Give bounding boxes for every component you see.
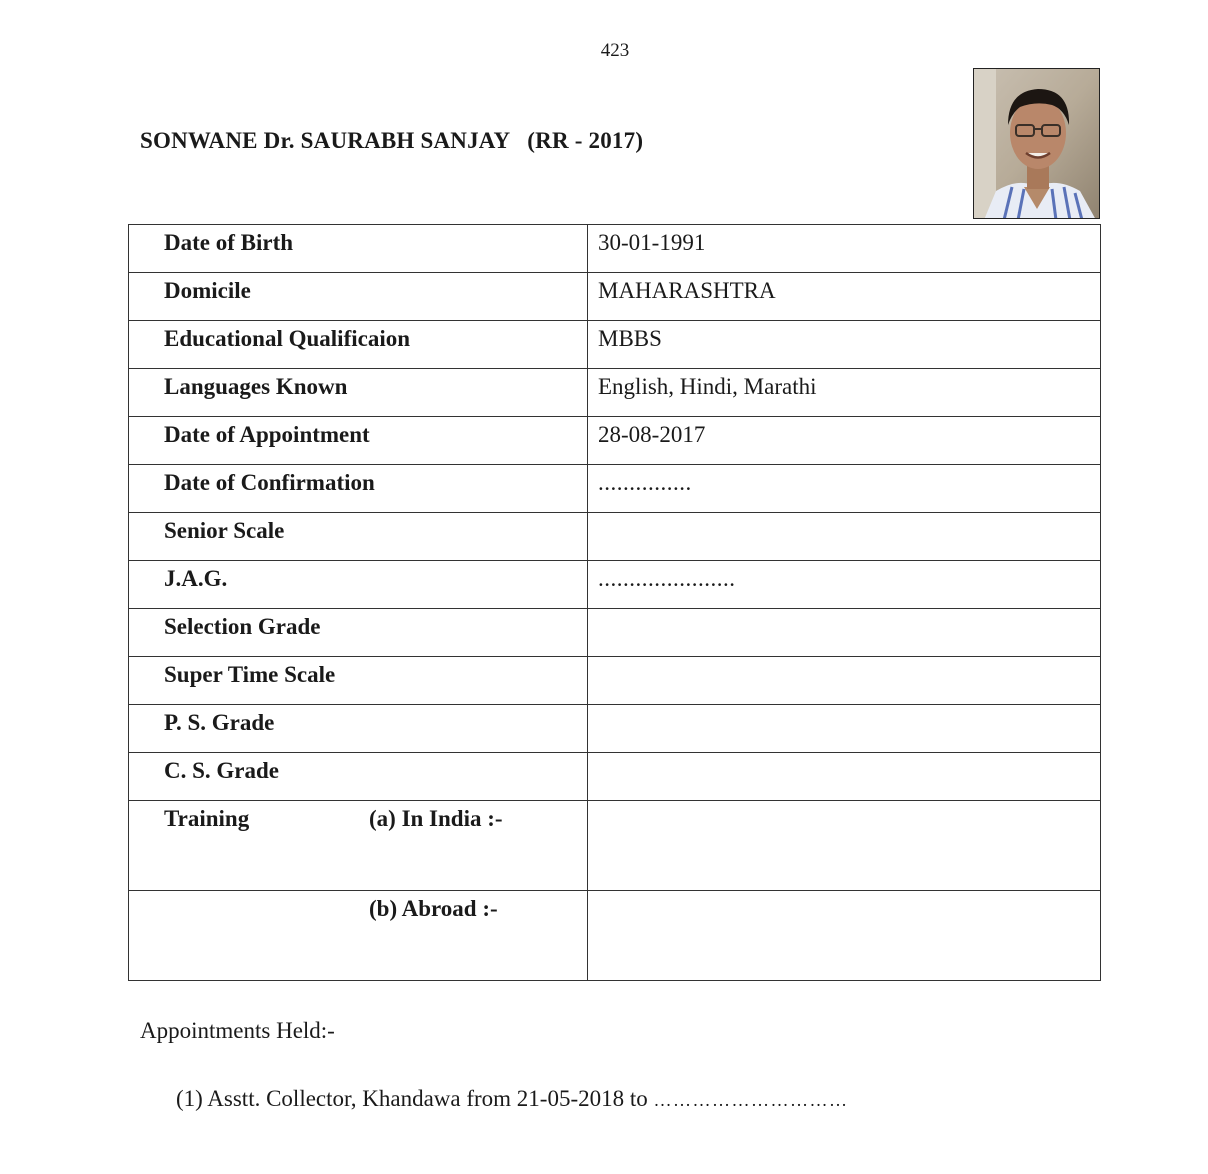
table-row — [129, 225, 1101, 273]
row-value — [588, 753, 1101, 801]
training-in-india-label: (a) In India :- — [369, 806, 503, 831]
page-title: SONWANE Dr. SAURABH SANJAY (RR - 2017) — [140, 128, 644, 153]
row-value — [588, 705, 1101, 753]
table-row — [129, 465, 1101, 513]
training-abroad-value — [588, 891, 1101, 981]
training-label: Training — [164, 806, 250, 831]
row-value — [588, 513, 1101, 561]
training-label-cell — [129, 801, 588, 891]
table-row — [129, 321, 1101, 369]
row-label: P. S. Grade — [129, 705, 588, 753]
row-value: 30-01-1991 — [588, 225, 1101, 273]
page-number: 423 — [600, 40, 630, 61]
appointment-text: (1) Asstt. Collector, Khandawa from 21-05-2018 to — [176, 1086, 654, 1111]
row-label: Senior Scale — [129, 513, 588, 561]
training-in-india-value — [588, 801, 1101, 891]
row-label: C. S. Grade — [129, 753, 588, 801]
training-abroad-label: (b) Abroad :- — [369, 896, 498, 921]
row-label: Date of Confirmation — [129, 465, 588, 513]
row-value: English, Hindi, Marathi — [588, 369, 1101, 417]
profile-table — [128, 224, 1101, 981]
table-row — [129, 705, 1101, 753]
row-value: 28-08-2017 — [588, 417, 1101, 465]
row-value: MBBS — [588, 321, 1101, 369]
table-row — [129, 369, 1101, 417]
table-row — [129, 561, 1101, 609]
training-abroad-cell — [129, 891, 588, 981]
row-value — [588, 657, 1101, 705]
table-row — [129, 417, 1101, 465]
row-value: ...................... — [588, 561, 1101, 609]
training-abroad-row — [129, 891, 1101, 981]
row-label: Languages Known — [129, 369, 588, 417]
profile-photo — [973, 68, 1100, 219]
row-label: Domicile — [129, 273, 588, 321]
row-label: Super Time Scale — [129, 657, 588, 705]
table-row — [129, 753, 1101, 801]
appointment-dots: ………………………… — [653, 1090, 849, 1110]
appointments-heading: Appointments Held:- — [140, 1018, 335, 1043]
row-label: Selection Grade — [129, 609, 588, 657]
table-row — [129, 657, 1101, 705]
table-row — [129, 609, 1101, 657]
row-label: Educational Qualificaion — [129, 321, 588, 369]
appointment-item — [176, 1086, 849, 1112]
row-label: Date of Birth — [129, 225, 588, 273]
row-value — [588, 609, 1101, 657]
table-row — [129, 273, 1101, 321]
row-label: Date of Appointment — [129, 417, 588, 465]
table-row — [129, 513, 1101, 561]
row-value: ............... — [588, 465, 1101, 513]
training-india-row — [129, 801, 1101, 891]
row-label: J.A.G. — [129, 561, 588, 609]
row-value: MAHARASHTRA — [588, 273, 1101, 321]
